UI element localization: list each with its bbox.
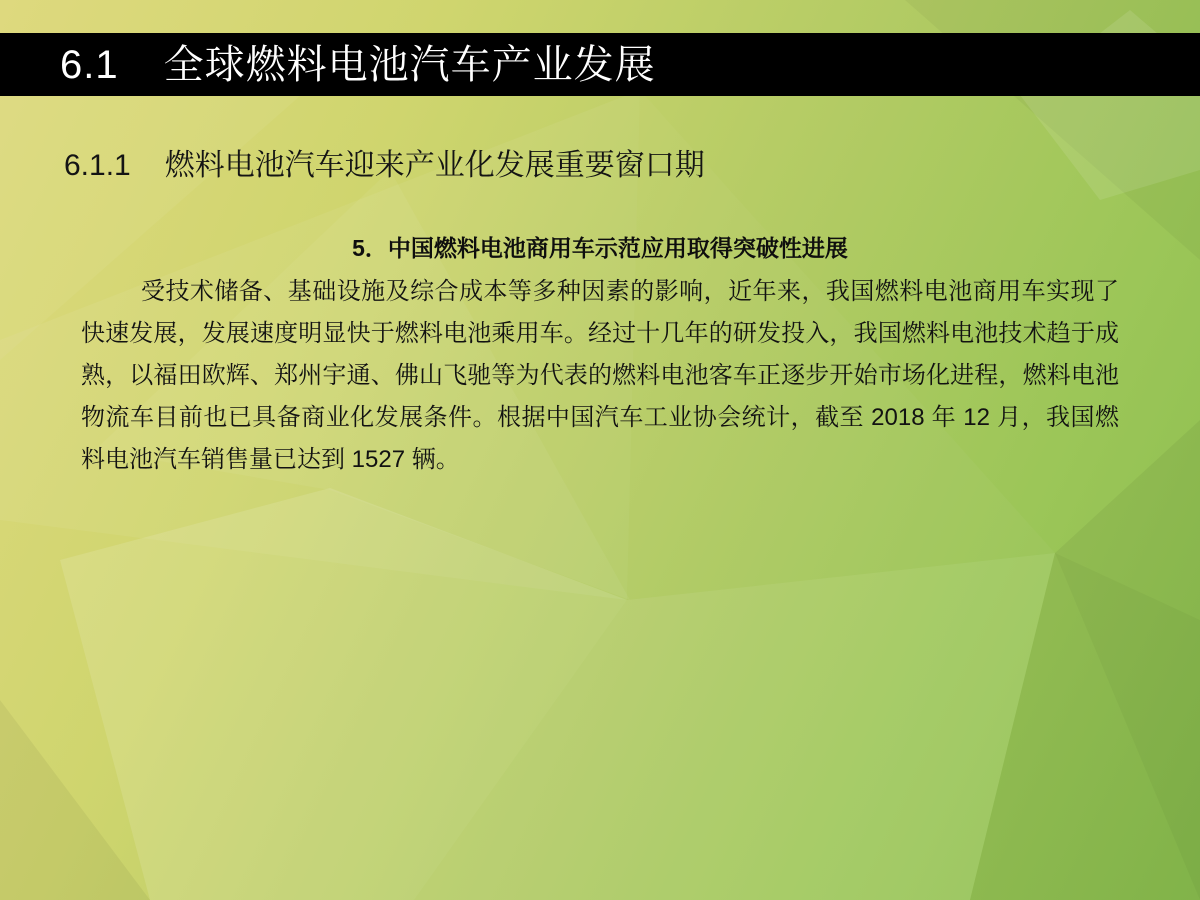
body-paragraph: 受技术储备、基础设施及综合成本等多种因素的影响，近年来，我国燃料电池商用车实现了快速发展，发展速度明显快于燃料电池乘用车。经过十几年的研发投入，我国燃料电池技术趋于成熟，以福田欧辉、郑州宇通、佛山飞驰等为代表的燃料电池客车正逐步开始市场化进程，燃料电池物流车目前也已具备商业化发展条件。根据中国汽车工业协会统计，截至 2018 年 12 月，我国燃料电池汽车销售量已达到 1527 辆。 xyxy=(81,278,1119,473)
section-number: 6.1.1 xyxy=(64,149,131,182)
section-title: 燃料电池汽车迎来产业化发展重要窗口期 xyxy=(164,149,705,182)
subheading: 5．中国燃料电池商用车示范应用取得突破性进展 xyxy=(352,235,848,261)
section-heading xyxy=(64,148,705,184)
header-title: 全球燃料电池汽车产业发展 xyxy=(163,42,656,87)
header-section-number: 6.1 xyxy=(60,42,119,87)
header-bar xyxy=(0,33,1200,96)
